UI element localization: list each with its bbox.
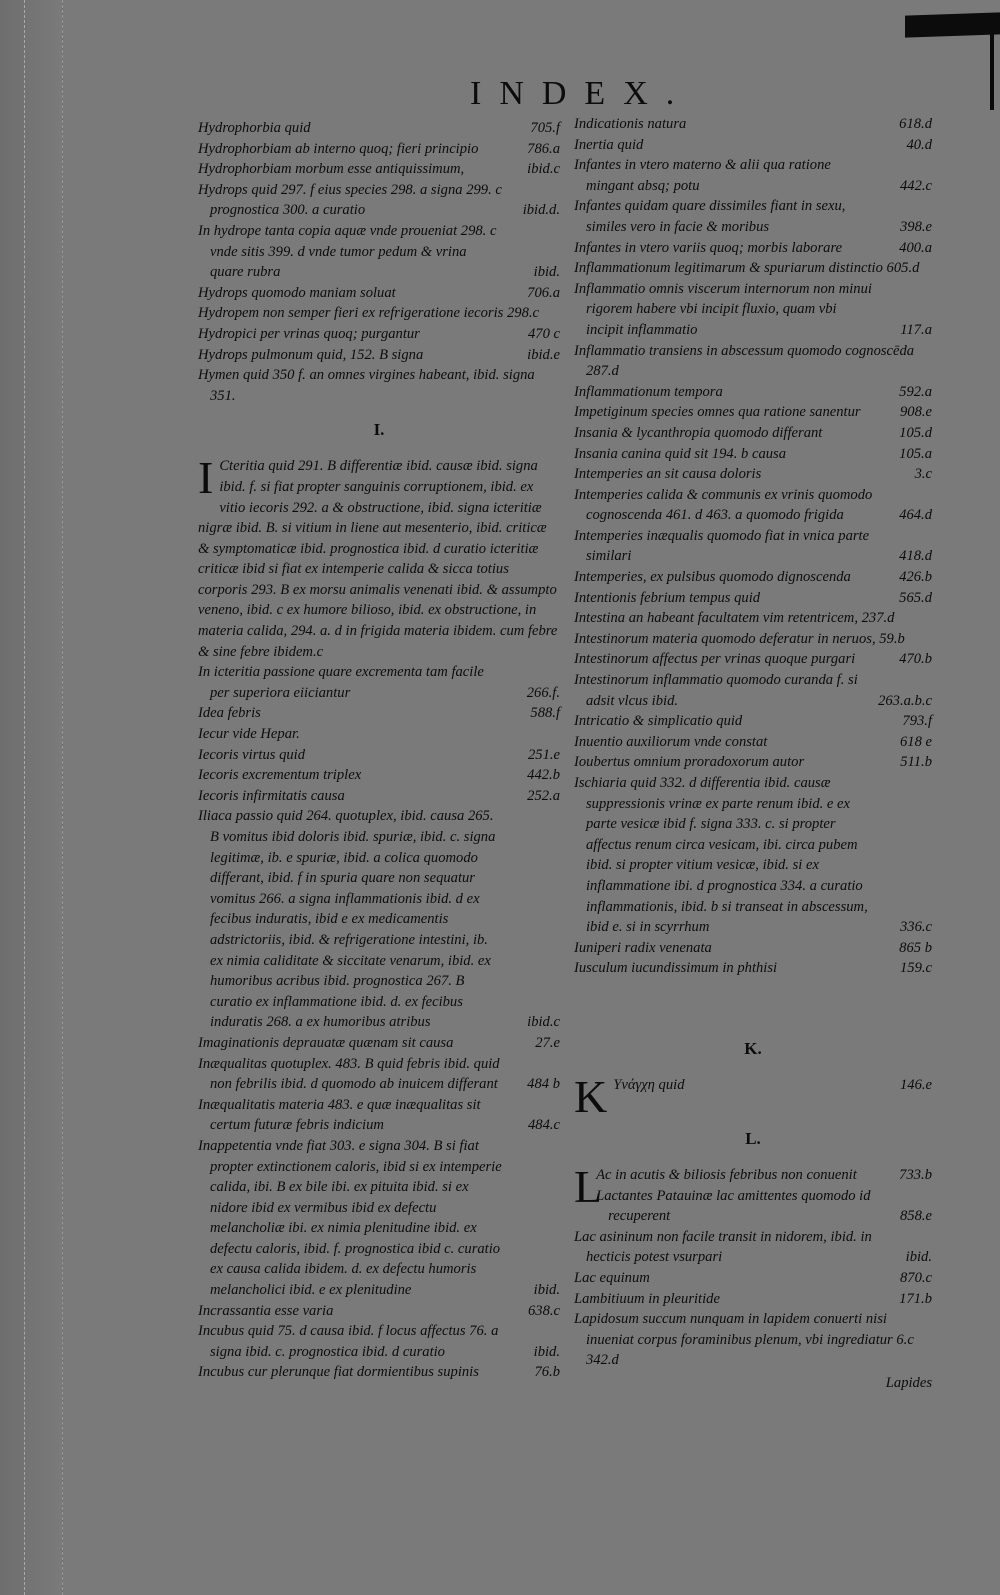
- index-entry-ref: 470 c: [527, 325, 560, 342]
- index-entry: [198, 345, 560, 366]
- index-entry-text: Lactantes Patauinæ lac amittentes quomodo id recuperent: [596, 1187, 871, 1225]
- icteritia-entry: [198, 452, 560, 662]
- page-edge-line: [24, 0, 26, 1595]
- index-entry-ref: ibid.e: [527, 346, 560, 363]
- index-entry-ref: ibid.: [533, 264, 560, 281]
- index-entry-ref: 76.b: [534, 1364, 560, 1381]
- index-entry: [574, 196, 932, 237]
- index-entry: [198, 1321, 560, 1362]
- drop-cap-k: K: [574, 1070, 608, 1122]
- index-entry: [198, 786, 560, 807]
- index-entry-ref: 705.f: [530, 120, 560, 136]
- index-entry-ref: 442.b: [527, 767, 560, 784]
- index-entry-text: Hydropem non semper fieri ex refrigeratione iecoris 298.c: [198, 305, 539, 322]
- index-entry-text: Inflammatio omnis viscerum internorum non minui rigorem habere vbi incipit fluxio, quam vbi incipit inflammatio: [574, 280, 872, 338]
- index-entry: [574, 1186, 932, 1227]
- index-entry-text: Hydrops pulmonum quid, 152. B signa: [198, 346, 424, 363]
- section-letter-i: I.: [373, 420, 385, 440]
- index-entry: [574, 135, 932, 156]
- index-entry: [198, 1033, 560, 1054]
- index-entry: [198, 1136, 560, 1301]
- index-entry-text: Infantes in vtero materno & alii qua ratione mingant absq; potu: [574, 157, 831, 194]
- index-entry-text: Inflammationum tempora: [574, 383, 723, 400]
- k-entry-ref: 146.e: [899, 1076, 932, 1093]
- index-entry: [198, 180, 560, 221]
- index-entry-text: Iusculum iucundissimum in phthisi: [574, 960, 778, 977]
- index-entry-text: Inæqualitatis materia 483. e quæ inæqualitas sit certum futuræ febris indicium: [198, 1096, 481, 1134]
- index-entry-ref: 418.d: [899, 548, 932, 565]
- index-entry: [198, 365, 560, 406]
- index-entry-text: Iecur vide Hepar.: [198, 726, 300, 743]
- drop-cap-i: I: [198, 452, 214, 504]
- index-entry: [574, 938, 932, 959]
- index-entry: [574, 238, 932, 259]
- index-entry-text: Insania & lycanthropia quomodo differant: [574, 424, 823, 441]
- index-entry: [198, 118, 560, 139]
- index-entry: [198, 303, 560, 324]
- catchword: Lapides: [885, 1374, 932, 1391]
- index-entry-ref: 592.a: [899, 383, 932, 400]
- index-entry: [574, 382, 932, 403]
- index-entry-ref: 618.d: [899, 116, 932, 132]
- page-title: INDEX.: [470, 75, 693, 112]
- index-entry-ref: ibid.: [533, 1343, 560, 1360]
- index-entry: [574, 588, 932, 609]
- index-entry-text: Lambitiuum in pleuritide: [574, 1290, 720, 1307]
- index-entry-text: Imaginationis deprauatæ quænam sit causa: [198, 1034, 454, 1051]
- index-entry-ref: ibid.: [533, 1282, 560, 1299]
- index-entry: [198, 324, 560, 345]
- index-entry-text: Intestinorum materia quomodo deferatur in neruos, 59.b: [574, 630, 905, 647]
- index-entry: [198, 703, 560, 724]
- index-entry-ref: 3.c: [914, 466, 932, 483]
- index-entry-ref: ibid.: [905, 1249, 932, 1266]
- index-entry: [198, 1362, 560, 1383]
- index-entry: [198, 159, 560, 180]
- index-entry-ref: 336.c: [899, 919, 932, 936]
- index-entry-text: Hydrophorbiam ab interno quoq; fieri principio: [198, 140, 479, 157]
- index-entry-text: Intestinorum affectus per vrinas quoque purgari: [574, 651, 856, 668]
- index-entry-text: Ioubertus omnium proradoxorum autor: [574, 754, 805, 771]
- index-entry: [574, 649, 932, 670]
- index-entry-text: Inæqualitas quotuplex. 483. B quid febris ibid. quid non febrilis ibid. d quomodo ab inuicem differant: [198, 1055, 500, 1093]
- index-entry-text: Inertia quid: [574, 136, 644, 153]
- index-entry: [574, 1268, 932, 1289]
- index-entry-text: Intemperies inæqualis quomodo fiat in vnica parte similari: [574, 527, 870, 565]
- index-entry: [574, 485, 932, 526]
- index-entry-ref: 266.f.: [526, 684, 560, 701]
- index-entry: [574, 258, 932, 279]
- index-entry-text: Intemperies, ex pulsibus quomodo dignoscenda: [574, 569, 851, 586]
- index-entry-text: Inflammationum legitimarum & spuriarum distinctio 605.d: [574, 260, 920, 277]
- index-entry-ref: 464.d: [899, 507, 932, 524]
- index-entry: [574, 114, 932, 135]
- index-entry-ref: 870.c: [899, 1269, 932, 1286]
- index-entry: [574, 444, 932, 465]
- index-entry-text: Intentionis febrium tempus quid: [574, 589, 761, 606]
- index-entry: [198, 765, 560, 786]
- index-entry-ref: 865 b: [899, 939, 932, 956]
- index-entry: [574, 567, 932, 588]
- index-entry-text: Inflammatio transiens in abscessum quomodo cognoscēda 287.d: [574, 342, 915, 380]
- index-entry-ref: 442.c: [899, 177, 932, 194]
- index-entry: [574, 773, 932, 938]
- index-entry: [574, 958, 932, 979]
- index-entry-text: Impetiginum species omnes qua ratione sanentur: [574, 404, 861, 421]
- index-entry-ref: 398.e: [899, 218, 932, 235]
- index-entry: [574, 155, 932, 196]
- index-entry: [198, 221, 560, 283]
- index-entry-text: Hydrops quomodo maniam soluat: [198, 284, 396, 301]
- index-entry: [574, 1165, 932, 1186]
- entries-i-right: [574, 114, 932, 979]
- index-entry-text: Intestinorum inflammatio quomodo curanda f. si adsit vlcus ibid.: [574, 672, 858, 709]
- index-entry-ref: 251.e: [527, 746, 560, 763]
- index-entry-text: Lapidosum succum nunquam in lapidem conuerti nisi inueniat corpus foraminibus plenum, vbi ingrediatur 6.c 342.d: [574, 1311, 914, 1369]
- index-entry-text: Lac asininum non facile transit in nidorem, ibid. in hecticis potest vsurpari: [574, 1228, 872, 1266]
- index-entry-ref: 117.a: [900, 321, 932, 338]
- index-entry-text: Infantes in vtero variis quoq; morbis laborare: [574, 239, 843, 256]
- index-entry: [198, 724, 560, 745]
- index-entry-text: Incubus cur plerunque fiat dormientibus supinis: [198, 1364, 479, 1381]
- index-entry: [574, 341, 932, 382]
- index-entry: [574, 732, 932, 753]
- left-column: [198, 118, 560, 1383]
- entries-l: [574, 1160, 932, 1371]
- index-entry-text: In hydrope tanta copia aquæ vnde proueniat 298. c vnde sitis 399. d vnde tumor pedum & vrina quare rubra: [198, 222, 497, 281]
- index-entry-ref: 484 b: [527, 1076, 560, 1093]
- index-entry-ref: 426.b: [899, 569, 932, 586]
- index-entry-ref: ibid.c: [527, 161, 560, 178]
- index-entry-text: Idea febris: [198, 705, 261, 722]
- index-entry-text: Incrassantia esse varia: [198, 1302, 334, 1319]
- index-entry-ref: 171.b: [899, 1290, 932, 1307]
- index-entry: [574, 1227, 932, 1268]
- index-entry-text: Hydrops quid 297. f eius species 298. a signa 299. c prognostica 300. a curatio: [198, 181, 502, 219]
- index-entry-text: Hydropici per vrinas quoq; purgantur: [198, 325, 420, 342]
- index-entry: [198, 1095, 560, 1136]
- index-entry: [574, 670, 932, 711]
- index-entry-text: Hymen quid 350 f. an omnes virgines habeant, ibid. signa 351.: [198, 367, 535, 404]
- entries-i-left: [198, 662, 560, 1383]
- entries-h: [198, 118, 560, 406]
- index-entry: [574, 752, 932, 773]
- index-entry-text: Iecoris excrementum triplex: [198, 767, 362, 784]
- index-entry-text: Intemperies an sit causa doloris: [574, 466, 762, 483]
- index-entry: [198, 662, 560, 703]
- index-entry-ref: 565.d: [899, 589, 932, 606]
- index-entry-ref: 638.c: [527, 1302, 560, 1319]
- index-entry: [574, 629, 932, 650]
- index-entry-text: Iecoris virtus quid: [198, 746, 306, 763]
- ink-smudge-tail: [990, 30, 994, 110]
- index-entry: [574, 526, 932, 567]
- page-margin-shadow: [0, 0, 63, 1595]
- index-entry-ref: ibid.c: [527, 1014, 560, 1031]
- index-entry: [574, 1289, 932, 1310]
- k-entry: [574, 1070, 932, 1122]
- index-entry: [198, 139, 560, 160]
- index-entry: [574, 423, 932, 444]
- index-entry-text: Indicationis natura: [574, 116, 687, 132]
- index-entry: [198, 806, 560, 1033]
- index-entry-ref: 252.a: [527, 787, 560, 804]
- index-entry: [574, 711, 932, 732]
- index-entry-ref: 159.c: [899, 960, 932, 977]
- index-entry-ref: 908.e: [899, 404, 932, 421]
- index-entry: [198, 1301, 560, 1322]
- index-entry: [574, 402, 932, 423]
- index-entry-ref: 40.d: [906, 136, 932, 153]
- index-entry-text: Inuentio auxiliorum vnde constat: [574, 733, 768, 750]
- icteritia-text: Cteritia quid 291. B differentiæ ibid. causæ ibid. signa ibid. f. si fiat propter sanguinis corruptionem, ibid. ex vitio iecoris 292. a & obstructione, ibid. signa icteritiæ nigræ ibid. B. si vitium in liene aut mesenterio, ibid. criticæ & symptomaticæ ibid. prognostica ibid. d curatio icteritiæ criticæ ibid si fiat ex intemperie calida & sicca totius corporis 293. B ex morsu animalis venenati ibid. & assumpto veneno, ibid. c ex humore bilioso, ibid. ex obstructione, in materia calida, 294. a. d in frigida materia ibidem. cum febre & sine febre ibidem.c: [198, 458, 558, 660]
- index-entry-text: Incubus quid 75. d causa ibid. f locus affectus 76. a signa ibid. c. prognostica ibid. d curatio: [198, 1323, 499, 1360]
- index-entry: [574, 464, 932, 485]
- section-letter-l: L.: [745, 1128, 761, 1148]
- index-entry-text: Ischiaria quid 332. d differentia ibid. causæ suppressionis vrinæ ex parte renum ibid. e ex parte vesicæ ibid f. signa 333. c. si propter affectus renum circa vesicam, ibi. circa pubem ibid. si propter vitium vesicæ, ibid. si ex inflammatione ibi. d prognostica 334. a curatio inflammationis, ibid. b si transeat in abscessum, ibid e. si in scyrrhum: [574, 775, 868, 936]
- index-entry-text: Insania canina quid sit 194. b causa: [574, 445, 787, 462]
- index-entry-text: Infantes quidam quare dissimiles fiant in sexu, similes vero in facie & moribus: [574, 198, 846, 235]
- index-entry: [574, 279, 932, 341]
- right-column: [574, 114, 932, 1393]
- index-entry: [574, 1309, 932, 1371]
- index-entry-ref: 27.e: [535, 1034, 560, 1051]
- index-entry-text: Hydrophorbia quid: [198, 120, 311, 136]
- index-entry-text: Intemperies calida & communis ex vrinis quomodo cognoscenda 461. d 463. a quomodo frigida: [574, 486, 873, 524]
- index-entry-ref: 786.a: [527, 140, 560, 157]
- index-entry-ref: 105.d: [899, 424, 932, 441]
- section-letter-k: K.: [744, 1038, 762, 1058]
- index-entry-text: Lac equinum: [574, 1269, 650, 1286]
- index-entry-ref: 793.f: [902, 713, 932, 730]
- index-entry-text: Ac in acutis & biliosis febribus non conuenit: [596, 1166, 857, 1183]
- index-entry-ref: 733.b: [899, 1166, 932, 1183]
- index-entry-text: Intestina an habeant facultatem vim retentricem, 237.d: [574, 610, 895, 627]
- index-entry-text: Iuniperi radix venenata: [574, 939, 712, 956]
- index-entry-ref: 618 e: [899, 733, 932, 750]
- ink-smudge: [905, 12, 1000, 37]
- index-entry-ref: 858.e: [899, 1208, 932, 1225]
- index-entry-ref: ibid.d.: [522, 202, 560, 219]
- index-entry-ref: 105.a: [899, 445, 932, 462]
- index-entry-text: In icteritia passione quare excrementa tam facile per superiora eiiciantur: [198, 664, 484, 701]
- index-entry-ref: 484.c: [527, 1117, 560, 1134]
- index-entry-ref: 400.a: [899, 239, 932, 256]
- index-entry-ref: 706.a: [527, 284, 560, 301]
- index-entry: [198, 745, 560, 766]
- index-entry-text: Iecoris infirmitatis causa: [198, 787, 345, 804]
- index-entry: [198, 1054, 560, 1095]
- index-entry: [198, 283, 560, 304]
- index-entry-ref: 588.f: [530, 705, 560, 722]
- index-entry-text: Hydrophorbiam morbum esse antiquissimum,: [198, 161, 465, 178]
- index-entry-ref: 263.a.b.c: [878, 692, 932, 709]
- index-entry-ref: 511.b: [900, 754, 932, 771]
- index-entry-text: Iliaca passio quid 264. quotuplex, ibid. causa 265. B vomitus ibid doloris ibid. spuriæ, ibid. c. signa legitimæ, ib. e spuriæ, ibid. a colica quomodo differant, ibid. f in spuria quare non sequatur vomitus 266. a signa inflammationis ibid. d ex fecibus induratis, ibid e ex medicamentis adstrictoriis, ibid. & refrigeratione intestini, ib. ex nimia caliditate & siccitate venarum, ibid. ex humoribus acribus ibid. prognostica 267. B curatio ex inflammatione ibid. d. ex fecibus induratis 268. a ex humoribus atribus: [198, 808, 496, 1031]
- index-entry-text: Inappetentia vnde fiat 303. e signa 304. B si fiat propter extinctionem caloris, ibid si ex intemperie calida, ibi. B ex bile ibi. ex pituita ibid. si ex nidore ibid ex vermibus ibid ex defectu melancholiæ ibi. ex nimia plenitudine ibid. ex defectu caloris, ibid. f. prognostica ibid c. curatio ex causa calida ibidem. d. ex defectu humoris melancholici ibid. e ex plenitudine: [198, 1137, 502, 1299]
- k-entry-text: Υνάγχη quid: [613, 1076, 685, 1093]
- index-entry: [574, 608, 932, 629]
- index-entry-ref: 470.b: [899, 651, 932, 668]
- drop-cap-l: L: [574, 1160, 603, 1212]
- index-entry-text: Intricatio & simplicatio quid: [574, 713, 743, 730]
